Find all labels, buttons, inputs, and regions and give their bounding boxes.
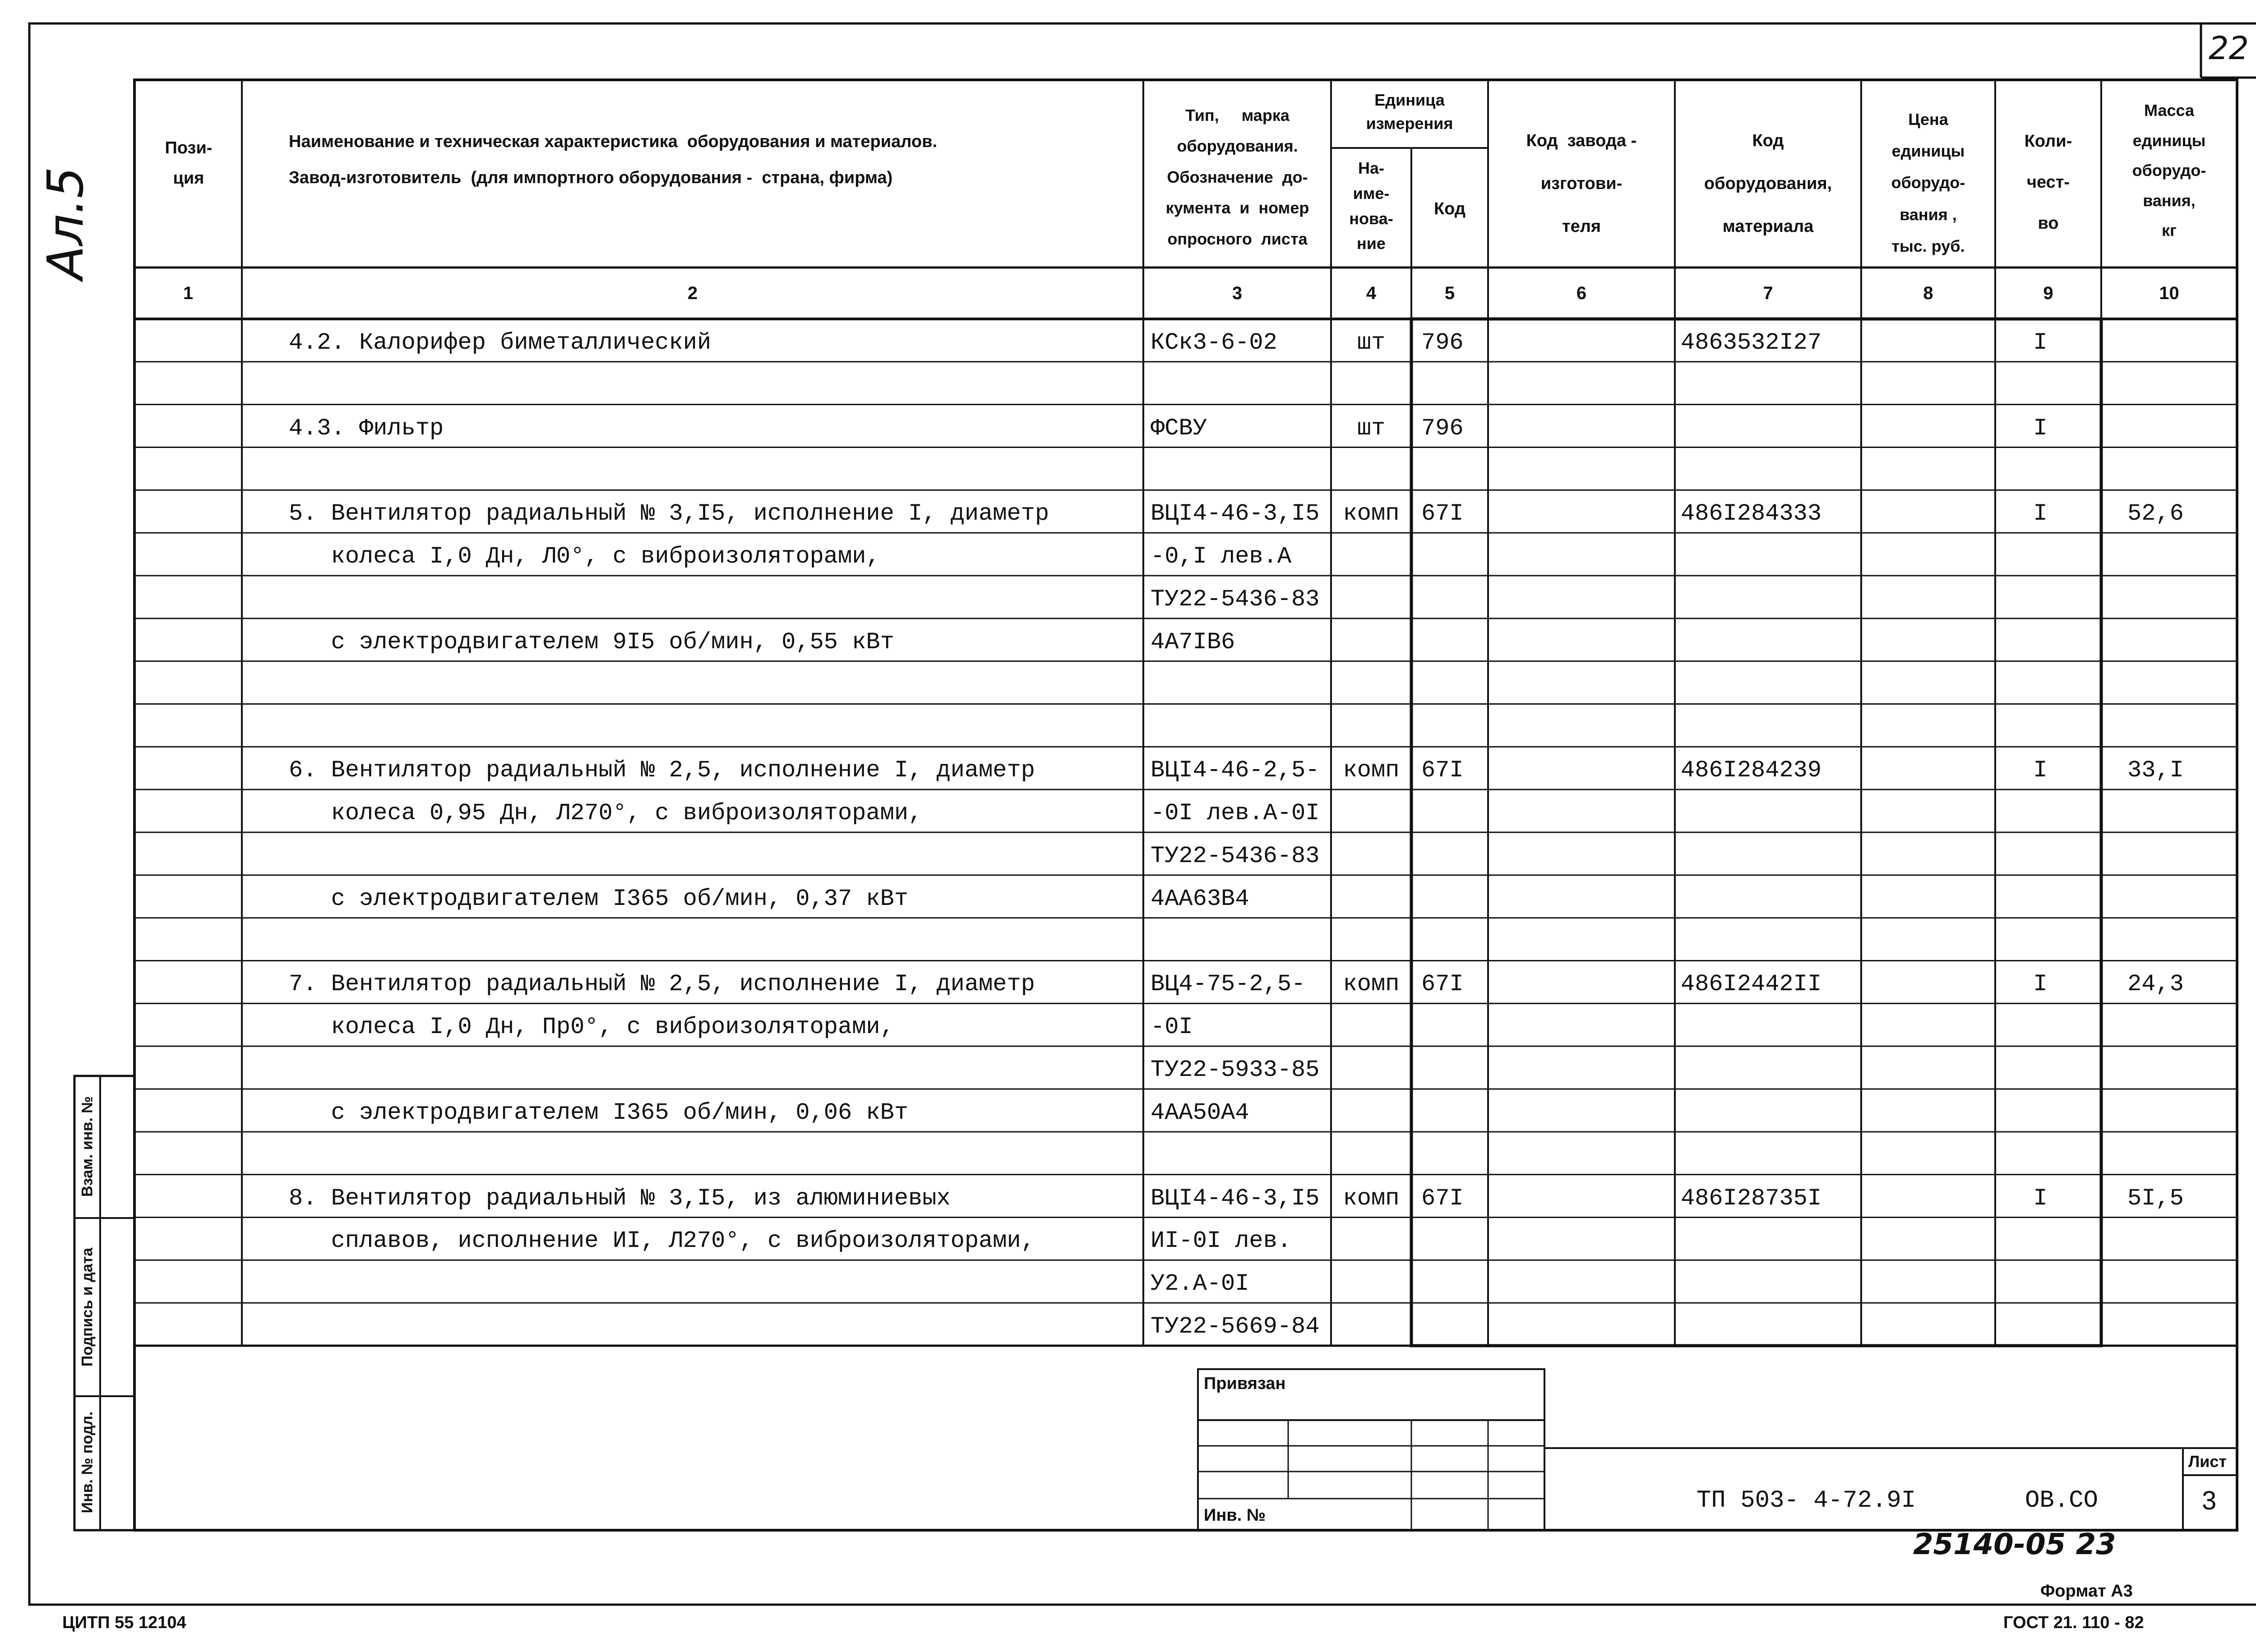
- gost-label: ГОСТ 21. 110 - 82: [2003, 1613, 2144, 1632]
- column-number-4: 4: [1366, 283, 1377, 303]
- cell-type: ВЦI4-46-3,I5: [1151, 1185, 1320, 1212]
- column-number-2: 2: [687, 283, 698, 303]
- cell-type: ФСВУ: [1151, 415, 1207, 442]
- cell-name: колеса I,0 Дн, Пр0°, с виброизоляторами,: [289, 1014, 894, 1041]
- cell-type: 4АА50А4: [1151, 1099, 1249, 1126]
- column-number-9: 9: [2043, 283, 2053, 303]
- cell-quantity: I: [2033, 415, 2048, 442]
- cell-name: 8. Вентилятор радиальный № 3,I5, из алюминиевых: [289, 1185, 951, 1212]
- cell-unit: комп: [1343, 971, 1400, 998]
- document-code: ТП 503- 4-72.9I: [1697, 1487, 1916, 1514]
- cell-unit: шт: [1357, 329, 1386, 356]
- cell-quantity: I: [2033, 757, 2048, 784]
- cell-equipment-code: 486I284333: [1681, 500, 1822, 527]
- cell-type: ИI-0I лев.: [1151, 1227, 1292, 1255]
- cell-name: с электродвигателем 9I5 об/мин, 0,55 кВт: [289, 628, 894, 655]
- header-factory-code: Код завода - изготови- теля: [1526, 131, 1637, 236]
- cell-name: колеса 0,95 Дн, Л270°, с виброизоляторами,: [289, 800, 923, 826]
- cell-name: колеса I,0 Дн, Л0°, с виброизоляторами,: [289, 543, 880, 570]
- header-price: Цена единицы оборудо- вания , тыс. руб.: [1891, 110, 1965, 255]
- column-number-1: 1: [183, 283, 194, 303]
- document-suffix: ОВ.СО: [2025, 1487, 2099, 1514]
- cell-unit: комп: [1343, 1185, 1400, 1212]
- stamp-inv-original: Инв. № подл.: [79, 1411, 96, 1514]
- cell-quantity: I: [2033, 1185, 2048, 1212]
- header-equipment-code: Код оборудования, материала: [1704, 131, 1832, 236]
- cell-equipment-code: 486I28735I: [1681, 1185, 1822, 1212]
- cell-name: 4.2. Калорифер биметаллический: [289, 329, 712, 356]
- inv-number-label: Инв. №: [1204, 1506, 1266, 1525]
- cell-type: КСк3-6-02: [1151, 329, 1277, 356]
- cell-type: ТУ22-5669-84: [1151, 1313, 1320, 1340]
- cell-unit-code: 796: [1421, 415, 1464, 442]
- header-quantity: Коли- чест- во: [2024, 132, 2072, 233]
- column-number-5: 5: [1444, 283, 1455, 303]
- stamp-replaced-inv: Взам. инв. №: [79, 1096, 96, 1197]
- column-number-6: 6: [1576, 283, 1587, 303]
- sheet-number: 3: [2202, 1486, 2217, 1515]
- sheet-label: Лист: [2188, 1452, 2227, 1471]
- cell-unit-code: 67I: [1421, 500, 1464, 527]
- header-mass: Масса единицы оборудо- вания, кг: [2132, 101, 2206, 240]
- album-mark: Ал.5: [37, 166, 94, 280]
- cell-unit: шт: [1357, 415, 1386, 442]
- format-label: Формат А3: [2040, 1582, 2133, 1601]
- cell-name: сплавов, исполнение ИI, Л270°, с виброизоляторами,: [289, 1227, 1035, 1255]
- column-number-7: 7: [1763, 283, 1773, 303]
- cell-name: 4.3. Фильтр: [289, 415, 444, 442]
- cell-unit-code: 796: [1421, 329, 1464, 356]
- cell-type: -0,I лев.А: [1151, 543, 1292, 570]
- cell-unit: комп: [1343, 757, 1400, 784]
- column-number-8: 8: [1923, 283, 1933, 303]
- cell-type: ВЦ4-75-2,5-: [1151, 971, 1306, 998]
- cell-mass: 5I,5: [2127, 1185, 2184, 1212]
- cell-type: ТУ22-5933-85: [1151, 1057, 1320, 1083]
- header-unit-code: Код: [1433, 199, 1466, 218]
- cell-quantity: I: [2033, 329, 2048, 356]
- header-unit-group: Единица измерения: [1366, 91, 1453, 133]
- cell-unit-code: 67I: [1421, 971, 1464, 998]
- cell-name: 5. Вентилятор радиальный № 3,I5, исполнение I, диаметр: [289, 500, 1049, 527]
- column-number-3: 3: [1232, 283, 1243, 303]
- stamp-signature-date: Подпись и дата: [79, 1247, 96, 1367]
- cell-quantity: I: [2033, 500, 2048, 527]
- cell-type: ТУ22-5436-83: [1151, 586, 1320, 613]
- cell-type: -0I: [1151, 1014, 1193, 1041]
- cell-equipment-code: 486I284239: [1681, 757, 1822, 784]
- cell-unit-code: 67I: [1421, 1185, 1464, 1212]
- cell-type: ВЦI4-46-3,I5: [1151, 500, 1320, 527]
- cell-type: -0I лев.А-0I: [1151, 800, 1320, 826]
- cell-type: ВЦI4-46-2,5-: [1151, 757, 1320, 784]
- corner-sheet-number: 22: [2209, 30, 2249, 67]
- header-unit-name: На- име- нова- ние: [1349, 159, 1393, 253]
- cell-type: ТУ22-5436-83: [1151, 842, 1320, 869]
- cell-equipment-code: 4863532I27: [1681, 329, 1822, 356]
- header-position: Пози- ция: [165, 138, 213, 188]
- archive-number: 25140-05 23: [1913, 1528, 2116, 1561]
- header-type: Тип, марка оборудования. Обозначение до- кумента и номер опросного листа: [1165, 106, 1309, 248]
- cell-mass: 52,6: [2127, 500, 2184, 527]
- cell-type: У2.А-0I: [1151, 1270, 1249, 1297]
- cell-mass: 24,3: [2127, 971, 2184, 998]
- cell-equipment-code: 486I2442II: [1681, 971, 1822, 998]
- cell-unit: комп: [1343, 500, 1400, 527]
- cell-type: 4А7IВ6: [1151, 628, 1235, 655]
- header-name: Наименование и техническая характеристика оборудования и материалов. Завод-изготовитель (для импортного оборудования - страна, фирма): [289, 132, 938, 187]
- cell-quantity: I: [2033, 971, 2048, 998]
- cell-name: 6. Вентилятор радиальный № 2,5, исполнение I, диаметр: [289, 757, 1035, 784]
- cell-name: с электродвигателем I365 об/мин, 0,37 кВт: [289, 885, 909, 912]
- cell-unit-code: 67I: [1421, 757, 1464, 784]
- column-number-10: 10: [2159, 283, 2179, 303]
- cell-name: 7. Вентилятор радиальный № 2,5, исполнение I, диаметр: [289, 971, 1035, 998]
- cell-type: 4АА63В4: [1151, 885, 1249, 912]
- privyazan-label: Привязан: [1204, 1374, 1286, 1393]
- cell-name: с электродвигателем I365 об/мин, 0,06 кВт: [289, 1099, 909, 1126]
- citp-label: ЦИТП 55 12104: [62, 1613, 186, 1632]
- cell-mass: 33,I: [2127, 757, 2184, 784]
